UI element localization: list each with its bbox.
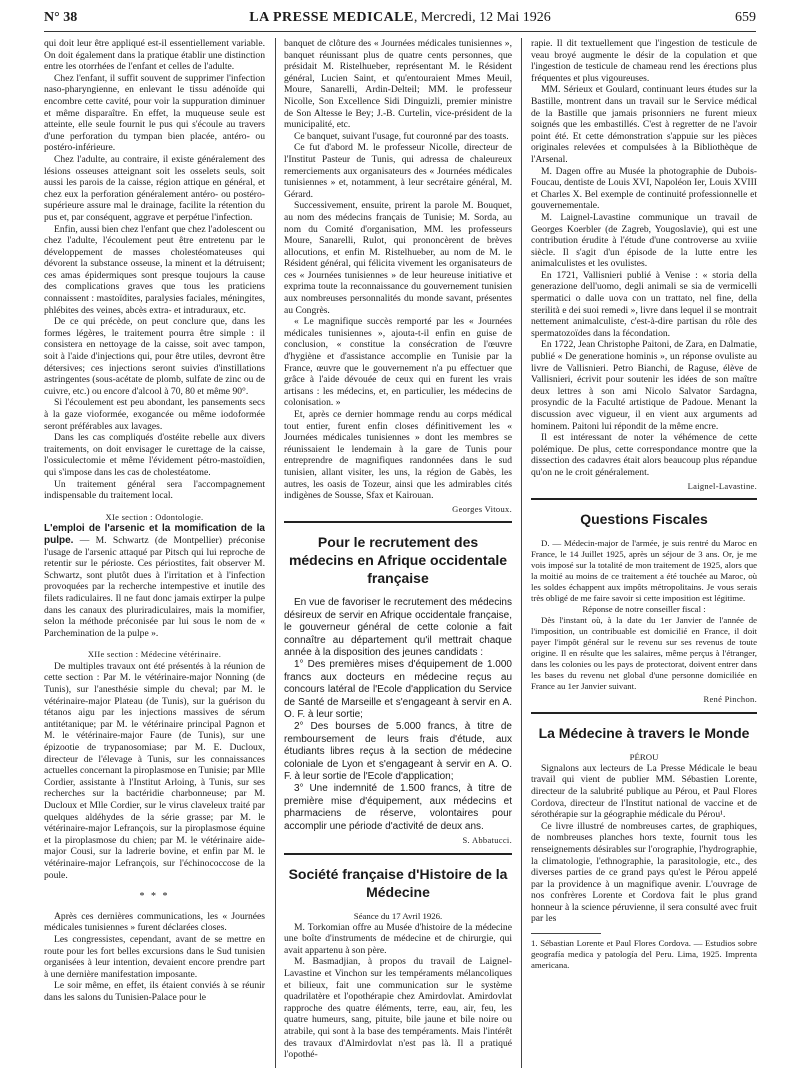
paragraph: Un traitement général sera l'accompagnement indispensable du traitement local. [44,478,265,502]
article-title-world-medicine: La Médecine à travers le Monde [538,724,750,741]
paragraph: Chez l'adulte, au contraire, il existe généralement des lésions osseuses atteignant soit les osselets seuls, soit aussi les parois de la caisse, région attique en général, et chez eux la perforation généralement antéro- ou postéro-supérieure assure mal le drainage, facilite la rétention du pus et, par conséquent, aggrave et perpétue l'infection. [44,153,265,223]
column-1 [44,38,265,1068]
journal-name: LA PRESSE MEDICALE [249,10,414,25]
article-title-history-society: Société française d'Histoire de la Médecine [288,865,508,900]
column-2 [284,38,512,1068]
column-3 [531,38,757,1068]
column-divider-1 [275,38,276,1068]
paragraph: MM. Sérieux et Goulard, continuant leurs études sur la Bastille, montrent dans un travail sur le Service médical de la Bastille que jamais prisonniers ne furent mieux soignés que les embastillés. C'est à regretter de ne l'avoir point été. Et cette démonstration s'appuie sur les pièces originales relevées et compulsées à la Bibliothèque de l'Arsenal. [531,84,757,165]
paragraph: 2° Des bourses de 5.000 francs, à titre de remboursement de leurs frais d'étude, aux étudiants libres reçus à la section de médecine coloniale de Lyon et s'engageant à servir en A. O. F. à leur sortie de l'Ecole d'application; [284,721,512,783]
paragraph: Signalons aux lecteurs de La Presse Médicale le beau travail qui vient de publier MM. Sébastien Lorente, directeur de la salubrité publique au Pérou, et Paul Flores Cordova, directeur de l'Institut national de vaccine et de sérothérapie sur la géographie médicale du Pérou¹. [531,762,757,821]
paragraph: 1° Des premières mises d'équipement de 1.000 francs aux docteurs en médecine reçus au concours latéral de l'Ecole d'application du Service de Santé de Marseille et s'engageant à servir en A. O. F. à leur sortie; [284,659,512,720]
paragraph: banquet de clôture des « Journées médicales tunisiennes », banquet réunissant plus de quatre cents personnes, que présidait M. Ristelhueber, représentant M. le Résident général, Lucien Saint, et qu'entouraient Mmes Meuil, Moure, Sanarelli, Ardin-Delteil; MM. le professeur Nicolle, Son Excellence Sidi Dinguizli, premier ministre de Son Altesse le Bey; J.-B. Curtelin, vice-président de la municipalité, etc. [284,38,512,131]
signature: S. Abbatucci. [462,835,512,846]
column-divider-2 [521,38,522,1068]
footnote-rule [531,933,601,934]
divider [531,712,757,714]
section-heading-odontology: XIe section : Odontologie. [105,511,204,522]
signature: Georges Vitoux. [452,503,512,514]
paragraph: Successivement, ensuite, prirent la parole M. Bouquet, au nom des médecins français de Tunisie; M. Sorda, au nom du Comité d'organisation, MM. les professeurs Moure, Sanarelli, Rulot, qui prononcèrent de brèves allocutions, et enfin M. Ristelhueber, au nom de M. le Résident général, qui félicita vivement les organisateurs de ces « Journées tunisiennes » de leur heureuse initiative et exprima toute la reconnaissance du gouvernement tunisien aux nombreuses personnalités du monde savant, présentes au Congrès. [284,200,512,316]
paragraph: Dès l'instant où, à la date du 1er Janvier de l'année de l'imposition, un contribuable est domicilié en France, il doit payer l'impôt général sur le revenu sur ses revenus de toute origine. Il en résulte que les salaires, même perçus à l'étranger, dans les colonies ou les pays de protectorat, doivent entrer dans les bases du revenu net global d'une personne domiciliée en France au 1er Janvier suivant. [531,615,757,692]
paragraph: M. Basmadjian, à propos du travail de Laignel-Lavastine et Vinchon sur les tempéraments mélancoliques et bilieux, fait une communication sur le système quadrilatère et l'opothérapie chez Amirdovlat. Amirdovlat rapproche des quatre éléments, terre, eau, air, feu, les quatre humeurs, sang, pituite, bile jaune et bile noire ou atrabile, qui sont à la base des tempéraments. Mais l'intérêt des travaux d'Almirdovlat n'est pas là. Il a pratiqué l'opothé- [284,956,512,1061]
article-title-recruitment: Pour le recrutement des médecins en Afrique occidentale française [288,534,508,587]
session-date: Séance du 17 Avril 1926. [353,910,443,921]
paragraph: Si l'écoulement est peu abondant, les pansements secs à la gaze vioformée, exogancée ou même iodoformée seront préférables aux lavages. [44,397,265,432]
separator-stars: * * * [139,891,170,903]
journal-title-line [44,10,756,26]
paragraph: M. Dagen offre au Musée la photographie de Dubois-Foucau, dentiste de Louis XVI, Napoléon Ier, Louis XVIII et Charles X. Bel exemple de continuité professionnelle et gouvernementale. [531,165,757,212]
paragraph: qui doit leur être appliqué est-il essentiellement variable. On doit également dans la pratique établir une distinction entre les otorrhées de l'enfant et celles de l'adulte. [44,38,265,73]
paragraph [44,523,265,639]
paragraph: Et, après ce dernier hommage rendu au corps médical tout entier, furent enfin closes définitivement les « Journées médicales tunisiennes » dont les membres se réunissaient le lendemain à la gare de Tunis pour entreprendre de magnifiques randonnées dans le sud tunisien, allant visiter, les uns, la région de Gabès, les autres, les oasis de Tozeur, ainsi que les admirables cités indigènes de Sousse, Sfax et Kairouan. [284,409,512,502]
section-heading-veterinary: XIIe section : Médecine vétérinaire. [87,649,222,660]
paragraph: Chez l'enfant, il suffit souvent de supprimer l'infection naso-pharyngienne, en enlevant le tissu adénoïde qui encombre cette cavité, pour voir la suppuration diminuer et même disparaître. En effet, la muqueuse seule est atteinte, elle seule fournit le pus qui s'écoule au travers d'une perforation du tympan bien placée, antéro- ou postéro-inférieure. [44,72,265,154]
paragraph: Ce livre illustré de nombreuses cartes, de graphiques, de nombreuses planches hors texte, fournit tous les renseignements désirables sur l'orographie, l'hydrographie, la climatologie, l'ethnographie, la parasitologie, etc., des diverses parties de ce grand pays qu'est le Pérou appelé par la providence à un magnifique avenir. L'ouvrage de nos confrères Lorente et Cordova fait le plus grand honneur à la science péruvienne, il sera consulté avec fruit par les [531,820,757,925]
paragraph: En vue de favoriser le recrutement des médecins désireux de servir en Afrique occidentale française, le gouverneur général de cette colonie a fait connaître au département qu'il mettrait chaque année à la disposition des jeunes candidats : [284,597,512,658]
paragraph: Réponse de notre conseiller fiscal : [582,604,706,615]
issue-date: , Mercredi, 12 Mai 1926 [413,10,551,25]
article-title-fiscal: Questions Fiscales [580,511,708,528]
paragraph: Il est intéressant de noter la véhémence de cette polémique. De plus, cette correspondance montre que la dissection des cadavres était alors beaucoup plus répandue qu'on ne le croit généralement. [531,432,757,478]
paragraph: En 1721, Vallisnieri publié à Venise : « storia della generazione dell'uomo, degli animali se sia de vermicelli spermatici o dalle uova con un trattato, nel fine, della sterilità e dei suoi remedi », livre dans lequel il se montrait nettement animalculiste, c'est-à-dire partisan du rôle des spermatozoïdes dans la fécondation. [531,269,757,339]
paragraph: Après ces dernières communications, les « Journées médicales tunisiennes » furent déclarées closes. [44,910,265,934]
country-heading: PÉROU [629,751,659,762]
signature: René Pinchon. [703,694,757,705]
page-header [44,10,756,30]
paragraph: D. — Médecin-major de l'armée, je suis rentré du Maroc en France, le 14 Juillet 1925, après un séjour de 3 ans. Or, je me vois imposé sur la totalité de mon traitement de 1925, alors que la moitié au moins de ce traitement a été touchée au Maroc, où les soldes échappent aux impôts métropolitains. Je vous serais très obligé de me faire savoir si cette imposition est légitime. [531,538,757,604]
divider [284,853,512,855]
divider [284,521,512,523]
paragraph: Le soir même, en effet, ils étaient conviés à se réunir dans les salons du Tunisien-Palace pour le [44,980,265,1003]
paragraph: Ce banquet, suivant l'usage, fut couronné par des toasts. [294,130,509,142]
paragraph: Dans les cas compliqués d'ostéite rebelle aux divers traitements, on doit envisager le curettage de la caisse, l'ossiculectomie et même l'évidement pétro-mastoïdien, qui s'impose dans les cas de cholestéatome. [44,432,265,478]
footnote: 1. Sébastian Lorente et Paul Flores Cordova. — Estudios sobre geografía medica y patología del Peru. Lima, 1925. Imprenta americana. [531,938,757,971]
paragraph: Les congressistes, cependant, avant de se mettre en route pour les fort belles excursions dans le Sud tunisien organisées à leur intention, devaient encore prendre part à une dernière manifestation imposante. [44,933,265,980]
header-rule [44,31,756,32]
divider [531,498,757,500]
paragraph: De multiples travaux ont été présentés à la réunion de cette section : Par M. le vétérinaire-major Nonning (de Tunis), sur l'anesthésie simple du cheval; par M. le vétérinaire-major Plateau (de Tunis), sur la guérison du tétanos aigu par les injections massives de sérum antitétanique; par M. le vétérinaire principal Pagnon et M. le vétérinaire-major Faure (de Tunis), sur une épizootie de trypanosomiase; par M. E. Ducloux, directeur de l'élevage à Tunis, sur les connaissances actuelles concernant la piroplasmose en Tunisie; par Mlle Cordier, assistante à l'Institut Arloing, à Tunis, sur ses recherches sur la bactéridie charbonneuse; par M. Ducloux et Mlle Cordier, sur le virus claveleux traité par quelques aldéhydes de la série grasse; par M. le vétérinaire-major Lefrançois, sur la piroplasmose équine et la piroplasmose du chien; par M. le vétérinaire aide-major Cousi, sur la ladrerie bovine, et enfin par M. le vétérinaire-major Lefrançois, sur l'échinococcose de la poule. [44,660,265,881]
paragraph: « Le magnifique succès remporté par les « Journées médicales tunisiennes », ajouta-t-il enfin en guise de conclusion, « constitue la consécration de l'œuvre d'hygiène et d'assistance accomplie en Tunisie par la France, œuvre que le gouvernement n'a pu effectuer que grâce à l'aide dévouée de ceux qui en furent les vrais artisans : les médecins, et, en particulier, les médecins de colonisation. » [284,316,512,409]
issue-number: N° 38 [44,10,78,25]
paragraph: En 1722, Jean Christophe Paitoni, de Zara, en Dalmatie, publié « De generatione hominis », un réponse ovuliste au livre de Vallisnieri. Petro Bianchi, de Raguse, élève de Vallisnieri, écrivit pour soutenir les idées de son maître deux lettres à son ami Nicolo Salvator Sardagna, prosyndic de la Faculté artistique de Padoue. Menant la discussion avec vigueur, il en vient aux arguments ad hominem. Paitoni lui répondit de la même encre. [531,339,757,432]
paragraph: Enfin, aussi bien chez l'enfant que chez l'adolescent ou chez l'adulte, l'écoulement peut être entretenu par le développement de masses cholestéomateuses qui dévorent la substance osseuse, la minent et la détruisent; ces amas épidermiques sont presque toujours la cause des complications graves que tous les praticiens connaissent : mastoïdites, paralysies faciales, méningites, phlébites des veines, abcès extra- et intraduraux, etc. [44,223,265,316]
paragraph: 3° Une indemnité de 1.500 francs, à titre de première mise d'équipement, aux médecins et pharmaciens de réserve, volontaires pour accomplir une période d'activité de deux ans. [284,783,512,832]
paragraph: M. Torkomian offre au Musée d'histoire de la médecine une boîte d'instruments de médecine et de chirurgie, qui avait appartenu à son père. [284,921,512,956]
page-number: 659 [735,10,756,25]
paragraph: rapie. Il dit textuellement que l'ingestion de testicule de veau broyé augmente le désir de la copulation et que l'ingestion de testicule de chameau rend les érections plus fréquentes et plus vigoureuses. [531,38,757,84]
paragraph: Ce fut d'abord M. le professeur Nicolle, directeur de l'Institut Pasteur de Tunis, qui adressa de chaleureux remerciements aux organisateurs des « Journées médicales tunisiennes » et, notamment, à leur secrétaire général, M. Gérard. [284,142,512,200]
paragraph: De ce qui précède, on peut conclure que, dans les formes légères, le traitement pourra être simple : il consistera en nettoyage de la caisse, soit avec tampon, soit à l'aide d'injections qui, pour être utiles, devront être détersives; ces injections seront suivies d'instillations astringentes (sous-acétate de plomb, sulfate de zinc ou de cuivre, etc.) ou encore d'alcool à 70, 80 et même 90°. [44,316,265,397]
subsection-body: — M. Schwartz (de Montpellier) préconise l'usage de l'arsenic attaqué par Pitsch qui lui reproche de retentir sur le périoste. Ces périostites, fait observer M. Schwartz, sont plutôt dues à l'irritation et à l'infection provoquées par la recherche intempestive et inutile des filets radiculaires. Il ne faut donc jamais extirper la pulpe dans les canaux des pluriradiculaires, mais la momifier, selon la méthode préconisée par lui sous le nom de « Parchemination de la pulpe ». [44,534,265,639]
subsection-title: L'emploi de l'arsenic et la momification de la pulpe. [44,523,265,546]
paragraph: M. Laignel-Lavastine communique un travail de Georges Koerbler (de Zagreb, Yougoslavie), qui est une contribution érudite à l'étude d'une controverse au xviiie siècle. Il s'agit d'un épisode de la lutte entre les animalculistes et les ovulistes. [531,211,757,270]
signature: Laignel-Lavastine. [687,480,757,491]
